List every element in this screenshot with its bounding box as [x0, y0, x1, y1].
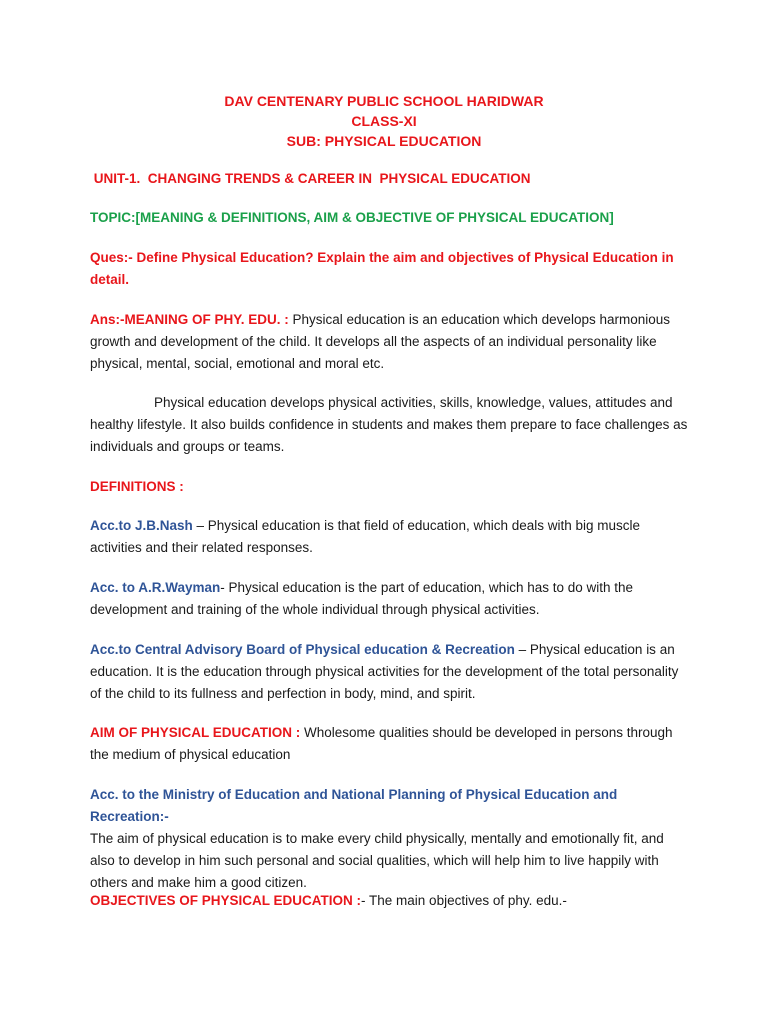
ministry-text: The aim of physical education is to make every child physically, mentally and emotionally fit, and also to develop in him such personal and social qualities, which will help him to live happily with others and make him a good citizen.	[90, 831, 664, 890]
objectives-label: OBJECTIVES OF PHYSICAL EDUCATION :	[90, 893, 362, 908]
answer-text: Physical education is an education which develops harmonious growth and development of the child. It develops all the aspects of an individual personality like physical, mental, social, emotional and moral etc.	[90, 312, 670, 371]
answer-para2-text: Physical education develops physical activities, skills, knowledge, values, attitudes and healthy lifestyle. It also builds confidence in students and makes them prepare to face challenges as individuals and groups or teams.	[90, 395, 688, 454]
aim-label: AIM OF PHYSICAL EDUCATION :	[90, 725, 301, 740]
definition-text: - Physical education is the part of education, which has to do with the development and training of the whole individual through physical activities.	[90, 580, 634, 617]
definition-source: Acc.to Central Advisory Board of Physical education & Recreation	[90, 642, 515, 657]
definition-text: – Physical education is an education. It is the education through physical activities for the development of the total personality of the child to its fullness and perfection in body, mind, and spirit.	[90, 642, 679, 701]
objectives-paragraph	[90, 890, 690, 912]
definition-item-nash	[90, 515, 690, 559]
ministry-source: Acc. to the Ministry of Education and National Planning of Physical Education and Recreation:-	[90, 787, 618, 824]
definition-item-advisory-board	[90, 639, 690, 705]
definition-source: Acc.to J.B.Nash	[90, 518, 193, 533]
answer-paragraph	[90, 309, 690, 375]
answer-paragraph-2	[90, 392, 690, 458]
definition-source: Acc. to A.R.Wayman	[90, 580, 221, 595]
aim-paragraph	[90, 722, 690, 766]
definition-item-wayman	[90, 577, 690, 621]
document-header	[0, 91, 768, 151]
aim-text: Wholesome qualities should be developed in persons through the medium of physical education	[90, 725, 673, 762]
unit-heading: UNIT-1. CHANGING TRENDS & CAREER IN PHYSICAL EDUCATION	[90, 171, 531, 186]
answer-label: Ans:-MEANING OF PHY. EDU. :	[90, 312, 289, 327]
class-label: CLASS-XI	[351, 113, 417, 129]
question-text: Ques:- Define Physical Education? Explain the aim and objectives of Physical Education in detail.	[90, 250, 674, 287]
school-name: DAV CENTENARY PUBLIC SCHOOL HARIDWAR	[224, 93, 544, 109]
topic-heading: TOPIC:[MEANING & DEFINITIONS, AIM & OBJECTIVE OF PHYSICAL EDUCATION]	[90, 210, 614, 225]
ministry-paragraph	[90, 784, 690, 894]
objectives-text: - The main objectives of phy. edu.-	[361, 893, 567, 908]
definitions-heading: DEFINITIONS :	[90, 479, 184, 494]
subject-label: SUB: PHYSICAL EDUCATION	[286, 133, 482, 149]
definition-text: – Physical education is that field of education, which deals with big muscle activities and their related responses.	[90, 518, 641, 555]
